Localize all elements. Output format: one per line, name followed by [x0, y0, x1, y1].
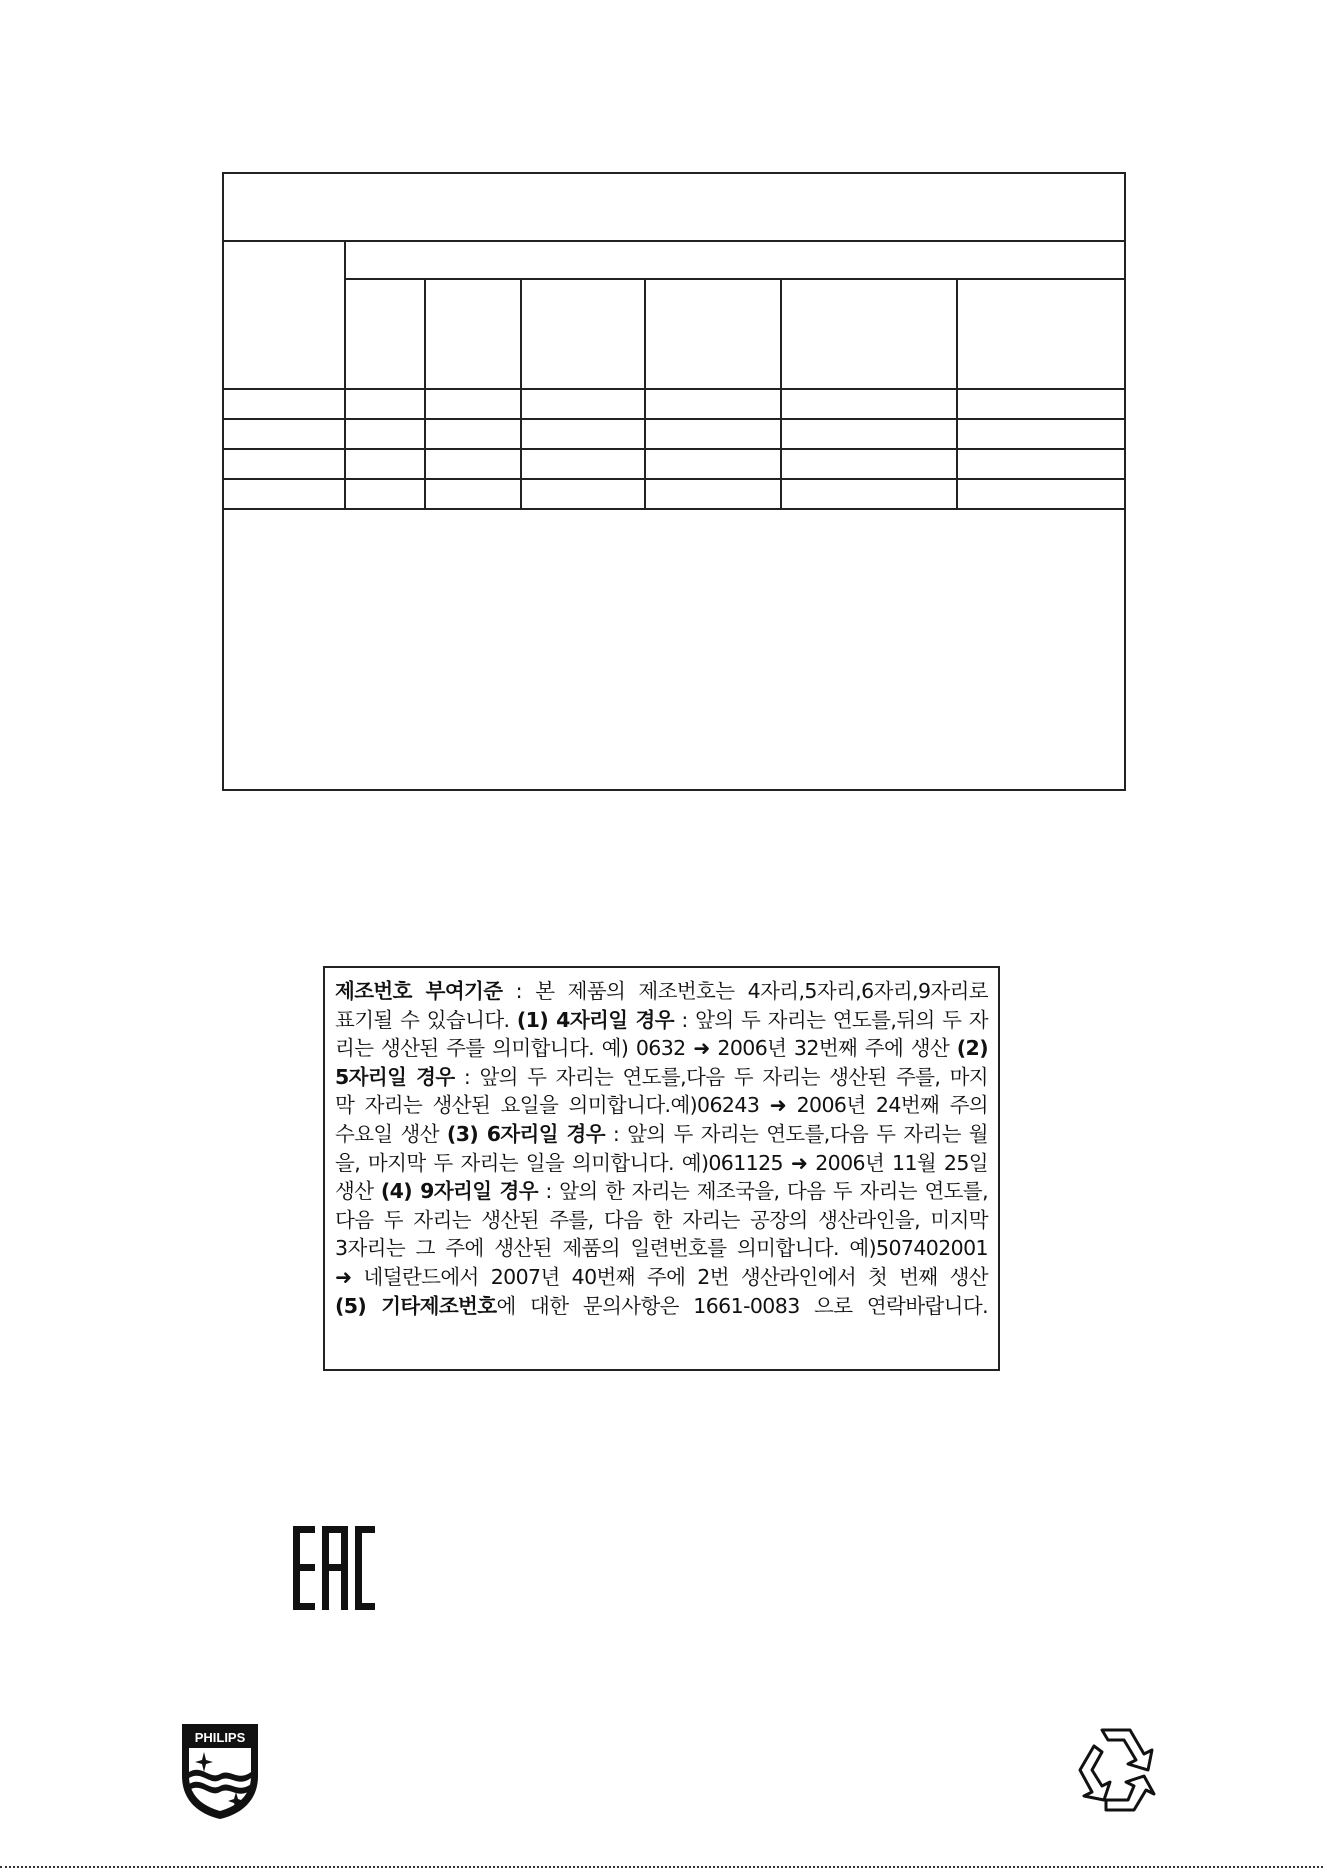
- notice-bold-text: (3) 6자리일 경우: [446, 1121, 605, 1146]
- notice-bold-text: 제조번호 부여기준: [335, 979, 503, 1003]
- notice-line: [335, 1149, 988, 1178]
- notice-text: 2006년 11월 25일: [807, 1150, 988, 1175]
- notice-text: 에 대한 문의사항은 1661-0083 으로 연락바랍니다.: [496, 1293, 988, 1318]
- table-rule: [224, 388, 1124, 390]
- philips-shield-icon: [180, 1722, 260, 1821]
- table-rule: [520, 278, 522, 510]
- notice-text: : 앞의 한 자리는 제조국을, 다음 두 자리는 연도를,: [537, 1179, 988, 1204]
- notice-line: [335, 1034, 988, 1063]
- notice-text: 3자리는 그 주에 생산된 제품의 일련번호를 의미합니다. 예)507402001: [335, 1236, 988, 1261]
- table-rule: [956, 278, 958, 510]
- notice-line: [335, 1063, 988, 1092]
- notice-line: [335, 1206, 988, 1235]
- table-rule: [644, 278, 646, 510]
- notice-bold-text: (5) 기타제조번호: [335, 1293, 497, 1318]
- page-edge-dots: [0, 1866, 1323, 1868]
- notice-bold-text: ➜: [693, 1036, 710, 1061]
- brand-wordmark: PHILIPS: [194, 1730, 246, 1745]
- notice-text: 생산: [335, 1179, 381, 1204]
- notice-text: 2006년 32번째 주에 생산: [709, 1036, 957, 1061]
- notice-bold-text: (1) 4자리일 경우: [516, 1007, 674, 1032]
- table-rule: [344, 240, 346, 510]
- notice-text: : 앞의 두 자리는 연도를,다음 두 자리는 생산된 주를, 마지: [454, 1064, 988, 1089]
- notice-line: [335, 1006, 988, 1035]
- table-rule: [224, 478, 1124, 480]
- notice-line: [335, 977, 988, 1006]
- notice-text: : 앞의 두 자리는 연도를,다음 두 자리는 월: [604, 1121, 988, 1146]
- notice-bold-text: ➜: [790, 1150, 808, 1175]
- notice-text: 2006년 24번째 주의: [786, 1093, 989, 1118]
- notice-line: [335, 1177, 988, 1206]
- notice-line: [335, 1120, 988, 1149]
- table-rule: [224, 508, 1124, 510]
- notice-text: : 앞의 두 자리는 연도를,뒤의 두 자: [673, 1007, 988, 1032]
- notice-bold-text: (2): [956, 1036, 988, 1061]
- notice-text: 다음 두 자리는 생산된 주를, 다음 한 자리는 공장의 생산라인을, 미지막: [335, 1207, 988, 1232]
- notice-bold-text: ➜: [335, 1264, 352, 1289]
- notice-bold-text: 5자리일 경우: [335, 1064, 455, 1089]
- notice-text: 리는 생산된 주를 의미합니다. 예) 0632: [335, 1036, 694, 1061]
- table-rule: [224, 448, 1124, 450]
- recycle-icon: [1064, 1720, 1168, 1824]
- table-rule: [424, 278, 426, 510]
- notice-text: 을, 마지막 두 자리는 일을 의미합니다. 예)061125: [335, 1150, 791, 1175]
- notice-bold-text: (4) 9자리일 경우: [380, 1179, 538, 1204]
- notice-line: [335, 1292, 988, 1321]
- table-rule: [224, 240, 1124, 242]
- notice-line: [335, 1234, 988, 1263]
- eac-mark-icon: [293, 1526, 375, 1610]
- notice-text: 네덜란드에서 2007년 40번째 주에 2번 생산라인에서 첫 번째 생산: [351, 1264, 988, 1289]
- table-rule: [344, 278, 1124, 280]
- notice-line: [335, 1091, 988, 1120]
- notice-text: 수요일 생산: [335, 1121, 447, 1146]
- notice-bold-text: ➜: [769, 1093, 787, 1118]
- table-rule: [780, 278, 782, 510]
- notice-text: 막 자리는 생산된 요일을 의미합니다.예)06243: [335, 1093, 770, 1118]
- declaration-table: [222, 172, 1126, 791]
- serial-number-notice: [323, 966, 1000, 1371]
- notice-text: 표기될 수 있습니다.: [335, 1007, 517, 1032]
- notice-text: : 본 제품의 제조번호는 4자리,5자리,6자리,9자리로: [502, 979, 989, 1003]
- table-rule: [224, 418, 1124, 420]
- notice-line: [335, 1263, 988, 1292]
